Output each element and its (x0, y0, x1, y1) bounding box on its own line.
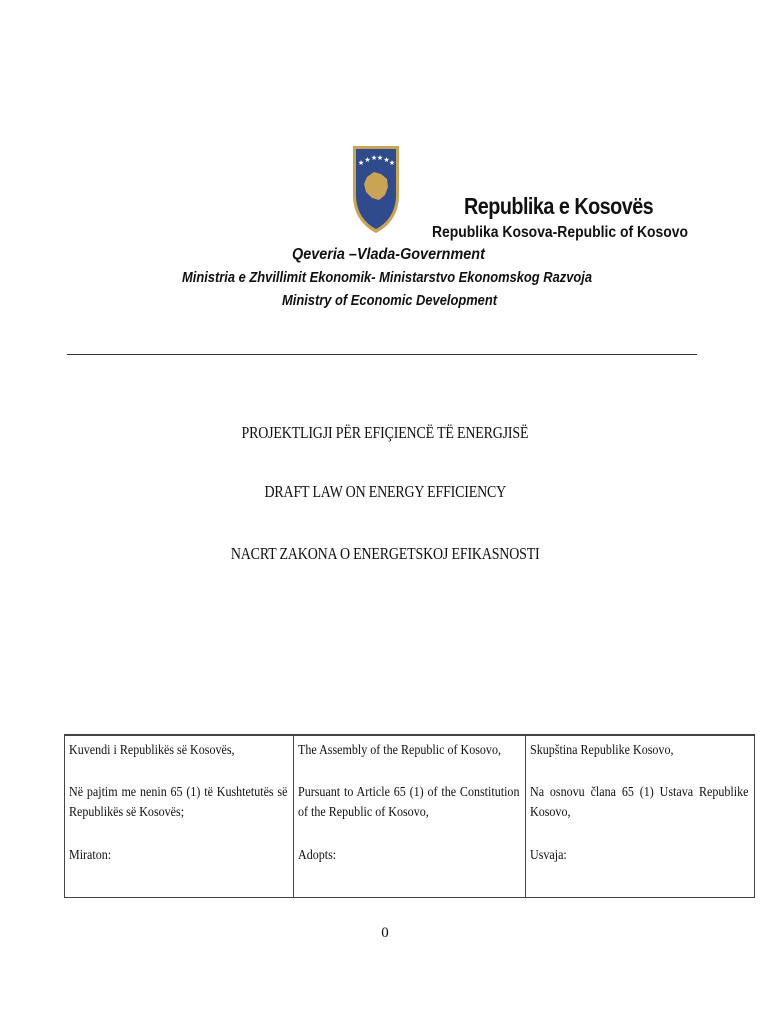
kosovo-coat-of-arms-icon (350, 143, 402, 235)
kosovo-emblem (350, 143, 402, 235)
ministry-name-en: Ministry of Economic Development (282, 292, 498, 309)
assembly-albanian: Kuvendi i Republikës së Kosovës, (69, 743, 235, 758)
adopts-albanian: Miraton: (69, 848, 112, 863)
country-name: Republika e Kosovës (464, 193, 654, 219)
header-divider (67, 354, 697, 355)
svg-text:★: ★ (364, 156, 371, 164)
svg-text:★: ★ (357, 159, 365, 167)
column-english (294, 735, 526, 898)
adoption-table (64, 734, 755, 898)
assembly-english: The Assembly of the Republic of Kosovo, (298, 743, 501, 758)
adopts-serbian: Usvaja: (530, 848, 567, 863)
svg-text:★: ★ (370, 154, 378, 162)
country-name-alt: Republika Kosova-Republic of Kosovo (432, 224, 689, 241)
svg-text:★: ★ (388, 159, 396, 167)
ministry-name-alt: Ministria e Zhvillimit Ekonomik- Ministarstvo Ekonomskog Razvoja (182, 269, 593, 286)
adopts-english: Adopts: (298, 848, 337, 863)
government-label: Qeveria –Vlada-Government (292, 246, 485, 263)
column-albanian (65, 735, 294, 898)
assembly-serbian: Skupština Republike Kosovo, (530, 743, 674, 758)
title-english: DRAFT LAW ON ENERGY EFFICIENCY (264, 482, 506, 501)
column-serbian (526, 735, 755, 898)
pursuant-english: Pursuant to Article 65 (1) of the Constitution of the Republic of Kosovo, (298, 785, 520, 820)
svg-text:★: ★ (383, 156, 390, 164)
title-albanian: PROJEKTLIGJI PËR EFIÇIENCË TË ENERGJISË (241, 423, 529, 442)
svg-text:★: ★ (376, 154, 384, 162)
pursuant-albanian: Në pajtim me nenin 65 (1) të Kushtetutës së Republikës së Kosovës; (69, 785, 288, 820)
page-number: 0 (381, 925, 389, 941)
pursuant-serbian: Na osnovu člana 65 (1) Ustava Republike Kosovo, (530, 785, 749, 820)
title-serbian: NACRT ZAKONA O ENERGETSKOJ EFIKASNOSTI (230, 544, 540, 563)
